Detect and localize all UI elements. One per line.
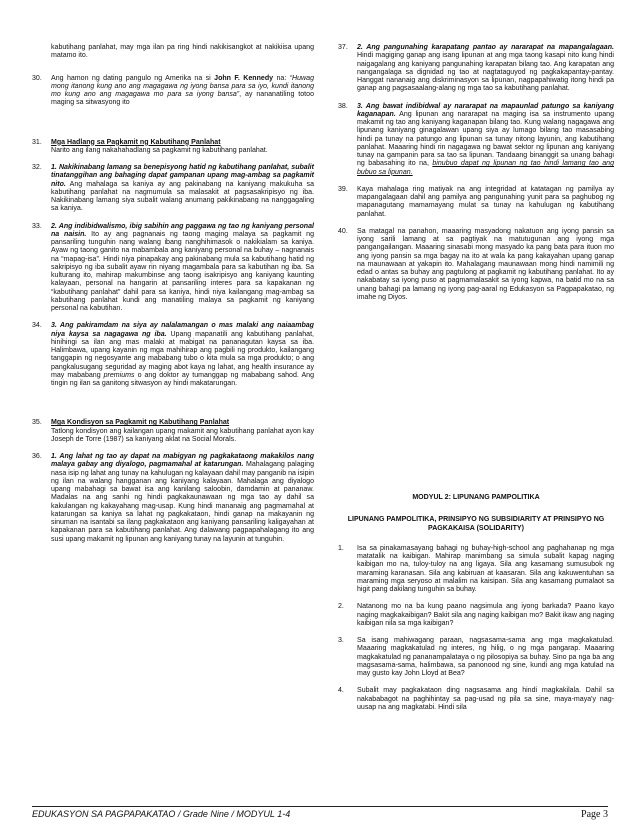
paragraph: Sa matagal na panahon, maaaring masyadong nakatuon ang iyong pansin sa iyong sarili lamang at sa pagtiyak na matutugunan ang iyong mga pangangailangan. Maaaring sinasabi mong masyado ka pang bata para ituon mo ang iyong pansin sa mga bagay na ito at wala ka pang kakayahan upang ganap na maunawaan at yakapin ito. Mahalagang maunawaan mong hindi namimili ng edad o antas sa buhay ang pagtulong at pagkamit ng kabutihang panlahat. Ito ay nakabatay sa iyong puso at pagmamalasakit sa iyong kapwa, na batid mo na sa unang bahagi pa lamang ng iyong pag-aaral ng Edukasyon sa Pagpapakatao, ng imahe ng Diyos.	[357, 227, 614, 301]
item-38	[338, 103, 614, 177]
text: Mahalagang palaging nasa isip ng lahat ang tunay na kahulugan ng kalayaan dahil may panganib na isipin ng ilan na walang hangganan ang kaniyang kalayaan. Mahalaga ang diyalogo upang mabahagi sa bawat isa ang kanilang saloobin, damdamin at pananaw. Madalas na ang sanhi ng hindi pagkakaunawaan ng mga tao ay dahil sa kakulangan ng kakayahang mag-usap. Kung hindi mananaig ang pagmamahal at katarungan sa kaniya sa lahat ng pagkakataon, hindi ganap na makayanin ng sinuman na isantabi sa ilang pagkakataon ang kaniyang pansariling kaligayahan at kapakanan para sa kabutihang panlahat. Ang dalawang pagpapahalagang ito ang susi upang makamit ng lipunan ang kaniyang tunay na layunin at tunguhin.	[51, 461, 314, 543]
item-number: 32.	[32, 164, 42, 171]
lead-text: 1. Ang lahat ng tao ay dapat na mabigyan ng pagkakataong makakilos nang malaya gabay ang diyalogo, pagmamahal at katarungan.	[51, 453, 314, 469]
item-39	[338, 186, 614, 219]
item-number: 38.	[338, 102, 348, 110]
text: , ay nananatiling totoo maging sa sitwasyong ito	[51, 91, 314, 107]
item-number: 30.	[32, 74, 42, 82]
paragraph	[51, 223, 314, 314]
section-heading: Mga Kondisyon sa Pagkamit ng Kabutihang Panlahat	[51, 419, 230, 427]
item-34	[32, 322, 314, 388]
text: o ang doktor ay tumanggap ng mababang sahod. Ang tingin ng ilan sa ganitong sitwasyon ay hindi makatarungan.	[51, 371, 314, 387]
paragraph: Tatlong kondisyon ang kailangan upang makamit ang kabutihang panlahat ayon kay Joseph de Torre (1987) sa kaniyang aklat na Social Morals.	[51, 427, 314, 443]
right-column	[338, 44, 614, 721]
item-number: 39.	[338, 185, 348, 193]
kennedy-name: John F. Kennedy	[214, 74, 274, 82]
item-31	[32, 139, 314, 156]
text: dahil para sa kaniya, hindi niya kailangang mag-ambag sa kabutihang panlahat kundi ang manatiling malaya sa pagkamit ng kaniyang personal na kabutihan.	[51, 288, 314, 312]
italic-term: premiums	[103, 371, 135, 379]
item-number: 3.	[338, 637, 344, 644]
item-number: 4.	[338, 687, 344, 695]
paragraph: Kaya mahalaga ring matiyak na ang integridad at katatagan ng pamilya ay mapangalagaan dahil ang pamilya ang pangunahing yunit para sa paghubog ng mapanagutang mamamayang mulat sa tunay na kahulugan ng kabutihang panlahat.	[357, 185, 614, 218]
item-32	[32, 164, 314, 214]
text: Ang mahalaga sa kaniya ay ang pakinabang na kaniyang makukuha sa kabutihang panlahat na nagmumula sa malasakit at pagsasakripisyo ng iba. Nakikinabang lamang siya subalit walang anumang pakikinabang na nanggagaling sa kaniya.	[51, 180, 314, 213]
item-40	[338, 228, 614, 302]
item-number: 37.	[338, 44, 348, 51]
section-heading: Mga Hadlang sa Pagkamit ng Kabutihang Panlahat	[51, 138, 221, 146]
item-number: 34.	[32, 322, 42, 330]
paragraph	[51, 453, 314, 544]
item-number: 35.	[32, 419, 42, 427]
lead-text: 3. Ang bawat indibidwal ay nararapat na mapaunlad patungo sa kaniyang kaganapan.	[357, 102, 614, 118]
item-33	[32, 223, 314, 314]
item-36	[32, 453, 314, 544]
item-35	[32, 419, 314, 444]
item-30	[32, 75, 314, 108]
item-number: 40.	[338, 227, 348, 235]
item-37	[338, 44, 614, 94]
lead-text: 2. Ang indibidwalismo, ibig sabihin ang paggawa ng tao ng kaniyang personal na naisin.	[51, 222, 314, 238]
paragraph: Sa isang mahiwagang paraan, nagsasama-sama ang mga magkakatulad. Maaaring magkakatulad ng interes, ng hilig, o ng mga pangarap. Maaaring magkakatulad ng pananampalataya o ng pilosopiya sa buhay. Sino pa nga ba ang magsasama-sama, halimbawa, sa panonood ng sine, kundi ang mga katulad na may gusto kay John Lloyd at Bea?	[357, 637, 614, 677]
lead-text: 3. Ang pakiramdam na siya ay nalalamangan o mas malaki ang naiaambag niya kaysa sa nagagawa ng iba.	[51, 322, 314, 338]
module-title: MODYUL 2: LIPUNANG PAMPOLITIKA	[412, 494, 540, 501]
page-footer	[32, 806, 608, 820]
text: Ang hamon ng dating pangulo ng Amerika na si	[51, 74, 215, 82]
intro-continuation: kabutihang panlahat, may mga ilan pa ring hindi nakikisangkot at nakikiisa upang matamo ito.	[51, 44, 314, 60]
item-number: 31.	[32, 138, 42, 146]
text: Upang mapanatili ang kabutihang panlahat, hinihingi sa ilan ang mas malaki at mabigat na pananagutan kaysa sa iba. Halimbawa, upang kayanin ng mga mahihirap ang pagbili ng produkto, kailangang tanggapin ng negosyante ang mababang tubo o kita mula sa mga produkto; o ang pangkalusugang seguridad ay maging abot kaya ng lahat, ang health insurance ay may mababang	[51, 330, 314, 379]
page-number: Page 3	[581, 809, 608, 820]
paragraph	[357, 44, 614, 94]
list-item	[338, 545, 614, 595]
list-item	[338, 603, 614, 628]
paragraph: Narito ang ilang nakahahadlang sa pagkamit ng kabutihang panlahat.	[51, 146, 268, 154]
lead-text: 2. Ang pangunahing karapatang pantao ay nararapat na mapangalagaan.	[357, 44, 614, 51]
paragraph: Natanong mo na ba kung paano nagsimula ang iyong barkada? Paano kayo naging magkakaibigan? Bakit sila ang naging kaibigan mo? Bakit ikaw ang naging kaibigan nila sa mga kaibigan?	[357, 603, 614, 627]
underlined-quote: binubuo dapat ng lipunan ng tao hindi lamang tao ang bubuo sa lipunan.	[357, 160, 614, 176]
paragraph	[51, 322, 314, 388]
item-number: 36.	[32, 453, 42, 460]
item-number: 2.	[338, 603, 344, 611]
kennedy-quote: “Huwag mong itanong kung ano ang magagawa ng iyong bansa para sa iyo, kundi itanong mo kung ano ang magagawa mo para sa iyong bansa”	[51, 74, 314, 98]
paragraph	[357, 103, 614, 177]
paragraph	[51, 75, 314, 108]
footer-course-title: EDUKASYON SA PAGPAPAKATAO / Grade Nine / MODYUL 1-4	[32, 809, 291, 819]
paragraph	[51, 164, 314, 214]
text: Ito ay ang pagnanais ng taong maging malaya sa pagkamit ng pansariling tunguhin nang walang ibang nanghihimasok o nakikialam sa kaniya. Ayaw ng taong ganito na mabambala ang kaniyang personal na buhay – nagnanais na “mapag-isa”. Hindi niya pinapakay ang pakinabang mula sa kabutihang hatid ng sakripisyo ng iba subalit ayaw rin niyang magambala para sa kabutihan ng iba. Sa kulturang ito, mahirap makumbinse ang taong isakripisyo ang kaniyang kaunting kalayaan, personal na hangarin at pansariling interes para sa kapakanan ng	[51, 230, 314, 288]
item-number: 1.	[338, 544, 344, 552]
lead-text: 1. Nakikinabang lamang sa benepisyong hatid ng kabutihang panlahat, subalit tinatanggihan ang bahaging dapat gampanan upang mag-ambag sa pagkamit nito.	[51, 164, 314, 188]
text: na:	[273, 74, 290, 82]
text: Ang lipunan ang nararapat na maging isa sa instrumento upang makamit ng tao ang kaniyang kaganapan bilang tao. Kung walang nagagawa ang lipunang kaniyang ginagalawan upang siya ay lumago bilang tao masasabing hindi pa tunay na patungo ang lipunan sa tunay nitong layunin, ang kabutihang panlahat. Maaaring hindi rin nagagawa ng bawat sektor ng lipunan ang kaniyang tunay na gampanin para sa tao sa lipunan. Tandaang binanggit sa unang bahagi ng babasahing ito na,	[357, 110, 614, 168]
section-title: LIPUNANG PAMPOLITIKA, PRINSIPYO NG SUBSIDIARITY AT PRINSIPYO NG PAGKAKAISA (SOLIDARITY)	[347, 516, 605, 532]
list-item	[338, 687, 614, 712]
text: Hindi magiging ganap ang isang lipunan at ang mga taong kasapi nito kung hindi naigagalang ang kaniyang pangunahing karapatan bilang tao. Ang karapatan ang nangangalaga sa dignidad ng tao at nagtataguyod ng pagkakapantay-pantay. Hanggat nananaig ang diskriminasyon sa lipunan, nagpapahiwatig itong hindi pa ganap ang pagsasaalang-alang ng mga tao sa kabutihang panlahat.	[357, 52, 614, 93]
item-number: 33.	[32, 222, 42, 230]
paragraph: Subalit may pagkakataon ding nagsasama ang hindi magkakilala. Dahil sa nakababagot na paghihintay sa pag-usad ng pila sa sine, maya-maya'y nag-uusap na ang magkatabi. Hindi sila	[357, 687, 614, 711]
list-item	[338, 637, 614, 678]
paragraph: Isa sa pinakamasayang bahagi ng buhay-high-school ang paghahanap ng mga matatalik na kaibigan. Mahirap manimbang sa simula subalit kapag naging kaibigan mo na, tuloy-tuloy na ang ligaya. Sila ang kasamang sumusubok ng maraming karanasan. Sila ang kabiruan at kaasaran. Sila ang kakuwentuhan sa maraming mga seryoso at malalim na kaisipan. Sila ang kasamang pumalaot sa higit pang dakilang tunguhin sa buhay.	[357, 544, 614, 593]
quoted-text: “kabutihang panlahat”	[51, 288, 121, 296]
left-column	[32, 44, 314, 553]
